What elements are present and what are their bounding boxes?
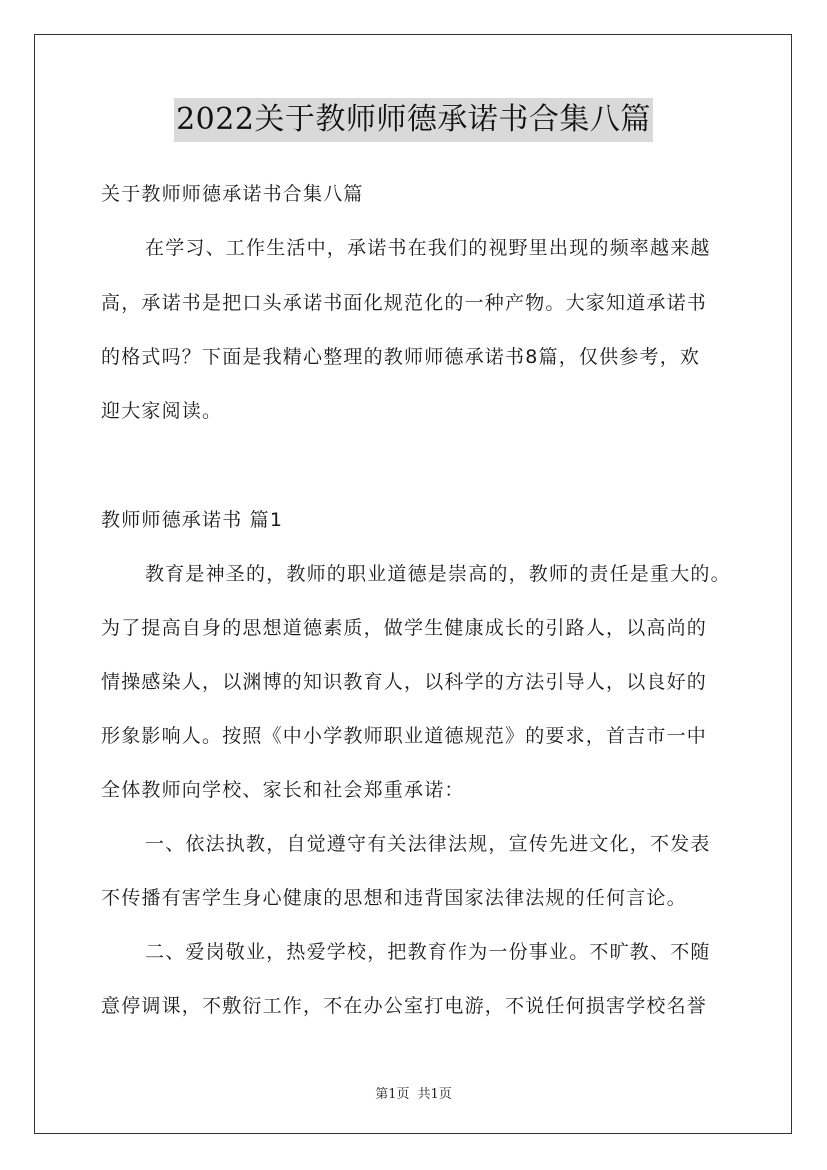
intro-line-2: 高，承诺书是把口头承诺书面化规范化的一种产物。大家知道承诺书 [101,292,708,314]
item1-line-1: 一、依法执教，自觉遵守有关法律法规，宣传先进文化，不发表 [145,833,711,855]
document-subtitle: 关于教师师德承诺书合集八篇 [101,183,364,205]
document-title: 2022关于教师师德承诺书合集八篇 [174,98,653,142]
section-line-1: 教育是神圣的，教师的职业道德是崇高的，教师的责任是重大的。 [145,563,731,585]
intro-line-1: 在学习、工作生活中，承诺书在我们的视野里出现的频率越来越 [145,237,711,259]
item2-line-2: 意停调课，不敷衍工作，不在办公室打电游，不说任何损害学校名誉 [101,995,708,1017]
item2-line-1: 二、爱岗敬业，热爱学校，把教育作为一份事业。不旷教、不随 [145,941,711,963]
intro-line-3: 的格式吗？下面是我精心整理的教师师德承诺书8篇，仅供参考，欢 [101,346,701,368]
section-line-2: 为了提高自身的思想道德素质，做学生健康成长的引路人，以高尚的 [101,617,708,639]
intro-line-4: 迎大家阅读。 [101,400,223,422]
section-heading: 教师师德承诺书 篇1 [101,509,284,531]
section-line-4: 形象影响人。按照《中小学教师职业道德规范》的要求，首吉市一中 [101,725,708,747]
page-footer [0,1083,827,1102]
page-total: 共1页 [417,1087,452,1102]
title-container [0,98,827,142]
section-line-5: 全体教师向学校、家长和社会郑重承诺： [101,779,465,801]
section-line-3: 情操感染人，以渊博的知识教育人，以科学的方法引导人，以良好的 [101,671,708,693]
item1-line-2: 不传播有害学生身心健康的思想和违背国家法律法规的任何言论。 [101,887,687,909]
page-number: 第1页 [375,1087,410,1102]
